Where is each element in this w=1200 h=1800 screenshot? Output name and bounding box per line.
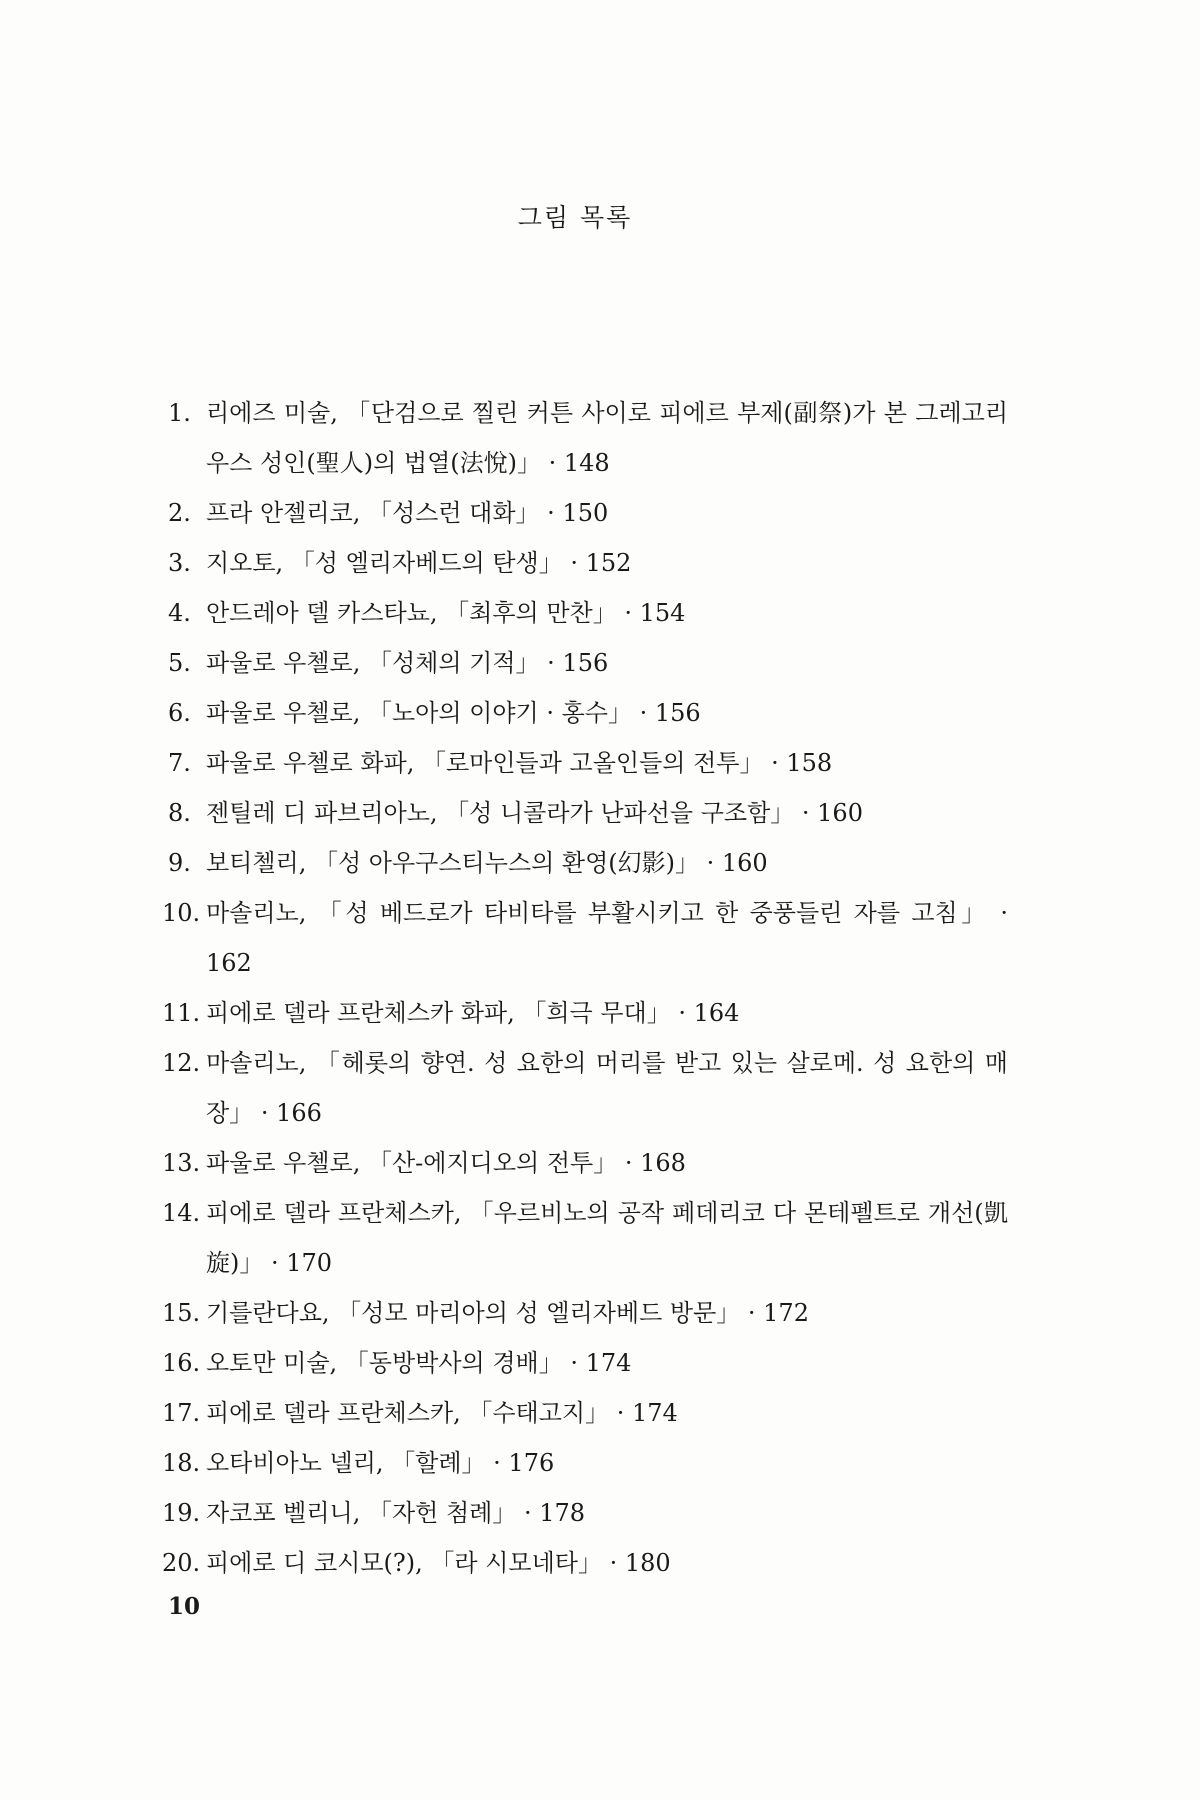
- item-text: 피에로 디 코시모(?), 「라 시모네타」 · 180: [206, 1549, 671, 1577]
- item-text: 마솔리노, 「헤롯의 향연. 성 요한의 머리를 받고 있는 살로메. 성 요한의 매장」 · 166: [206, 1049, 1008, 1127]
- list-item: [162, 1388, 1008, 1438]
- item-number: 15.: [162, 1299, 201, 1327]
- item-text: 피에로 델라 프란체스카, 「수태고지」 · 174: [206, 1399, 678, 1427]
- item-text: 지오토, 「성 엘리자베드의 탄생」 · 152: [206, 549, 632, 577]
- list-item: [168, 388, 1008, 488]
- list-item: [168, 738, 1008, 788]
- item-number: 7.: [168, 749, 191, 777]
- item-text: 자코포 벨리니, 「자헌 첨례」 · 178: [206, 1499, 586, 1527]
- list-item: [168, 588, 1008, 638]
- item-number: 13.: [162, 1149, 201, 1177]
- list-item: [168, 488, 1008, 538]
- item-number: 20.: [162, 1549, 201, 1577]
- figure-list: [162, 388, 1008, 1588]
- list-item: [168, 838, 1008, 888]
- item-text: 프라 안젤리코, 「성스런 대화」 · 150: [206, 499, 609, 527]
- list-item: [168, 688, 1008, 738]
- item-text: 파울로 우첼로 화파, 「로마인들과 고올인들의 전투」 · 158: [206, 749, 833, 777]
- item-text: 파울로 우첼로, 「산-에지디오의 전투」 · 168: [206, 1149, 686, 1177]
- item-text: 피에로 델라 프란체스카 화파, 「희극 무대」 · 164: [206, 999, 740, 1027]
- item-text: 마솔리노, 「성 베드로가 타비타를 부활시키고 한 중풍들린 자를 고침」 · 162: [206, 899, 1008, 977]
- list-item: [162, 988, 1008, 1038]
- item-text: 피에로 델라 프란체스카, 「우르비노의 공작 페데리코 다 몬테펠트로 개선(凱旋)」 · 170: [206, 1199, 1008, 1277]
- item-text: 리에즈 미술, 「단검으로 찔린 커튼 사이로 피에르 부제(副祭)가 본 그레고리우스 성인(聖人)의 법열(法悅)」 · 148: [206, 399, 1008, 477]
- item-number: 11.: [162, 999, 201, 1027]
- item-number: 3.: [168, 549, 191, 577]
- item-number: 16.: [162, 1349, 201, 1377]
- list-item: [162, 1138, 1008, 1188]
- list-item: [168, 788, 1008, 838]
- list-item: [162, 1188, 1008, 1288]
- item-number: 9.: [168, 849, 191, 877]
- item-number: 6.: [168, 699, 191, 727]
- list-item: [168, 538, 1008, 588]
- item-text: 보티첼리, 「성 아우구스티누스의 환영(幻影)」 · 160: [206, 849, 768, 877]
- item-number: 4.: [168, 599, 191, 627]
- item-text: 파울로 우첼로, 「성체의 기적」 · 156: [206, 649, 609, 677]
- item-number: 2.: [168, 499, 191, 527]
- page-number: 10: [168, 1593, 201, 1620]
- item-number: 12.: [162, 1049, 201, 1077]
- item-text: 파울로 우첼로, 「노아의 이야기 · 홍수」 · 156: [206, 699, 701, 727]
- page-title: 그림 목록: [517, 203, 633, 232]
- list-item: [162, 1488, 1008, 1538]
- item-number: 10.: [162, 899, 201, 927]
- list-item: [162, 1438, 1008, 1488]
- list-item: [162, 1338, 1008, 1388]
- item-number: 5.: [168, 649, 191, 677]
- list-item: [168, 638, 1008, 688]
- item-text: 안드레아 델 카스타뇨, 「최후의 만찬」 · 154: [206, 599, 686, 627]
- list-item: [162, 888, 1008, 988]
- item-number: 18.: [162, 1449, 201, 1477]
- item-number: 1.: [168, 399, 191, 427]
- list-item: [162, 1538, 1008, 1588]
- item-number: 8.: [168, 799, 191, 827]
- item-number: 14.: [162, 1199, 201, 1227]
- item-text: 오토만 미술, 「동방박사의 경배」 · 174: [206, 1349, 632, 1377]
- item-number: 17.: [162, 1399, 201, 1427]
- item-text: 젠틸레 디 파브리아노, 「성 니콜라가 난파선을 구조함」 · 160: [206, 799, 863, 827]
- item-number: 19.: [162, 1499, 201, 1527]
- list-item: [162, 1038, 1008, 1138]
- list-item: [162, 1288, 1008, 1338]
- item-text: 기를란다요, 「성모 마리아의 성 엘리자베드 방문」 · 172: [206, 1299, 809, 1327]
- item-text: 오타비아노 넬리, 「할례」 · 176: [206, 1449, 555, 1477]
